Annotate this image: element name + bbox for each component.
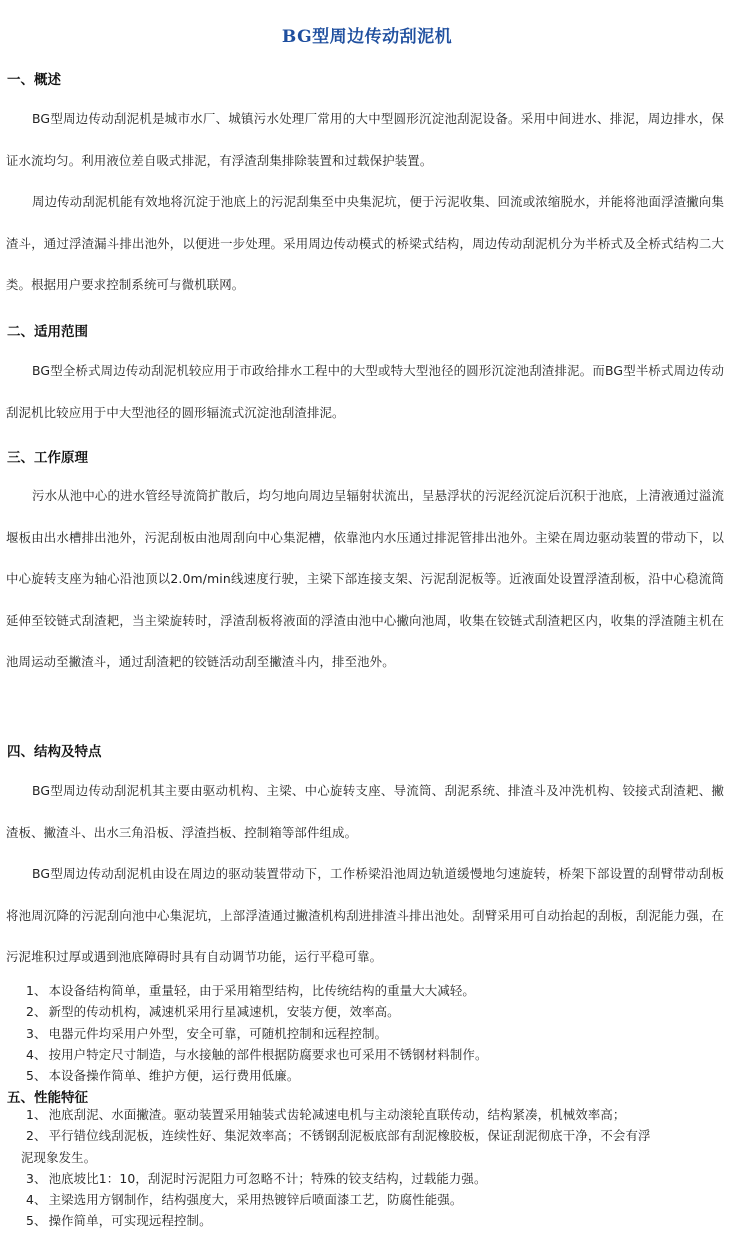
list-item: 3、 池底坡比1：10，刮泥时污泥阻力可忽略不计；特殊的铰支结构，过载能力强。 [26,1170,487,1186]
heading-scope: 二、适用范围 [7,324,88,340]
list-item: 5、 本设备操作简单、维护方便，运行费用低廉。 [26,1068,300,1084]
heading-principle: 三、工作原理 [7,450,88,466]
structure-paragraph-1: BG型周边传动刮泥机其主要由驱动机构、主梁、中心旋转支座、导流筒、刮泥系统、排渣斗及冲洗机构、铰接式刮渣耙、撇渣板、撇渣斗、出水三角沿板、浮渣挡板、控制箱等部件组成。 [6,783,724,840]
list-item: 5、 操作简单，可实现远程控制。 [26,1213,212,1229]
structure-list [6,980,724,1086]
principle-paragraph: 污水从池中心的进水管经导流筒扩散后，均匀地向周边呈辐射状流出，呈悬浮状的污泥经沉淀后沉积于池底，上清液通过溢流堰板由出水槽排出池外，污泥刮板由池周刮向中心集泥槽，依靠池内水压通过排泥管排出池外。主梁在周边驱动装置的带动下，以中心旋转支座为轴心沿池顶以2.0m/min线速度行驶，主梁下部连接支架、污泥刮泥板等。近液面处设置浮渣刮板，沿中心稳流筒延伸至铰链式刮渣耙，当主梁旋转时，浮渣刮板将液面的浮渣由池中心撇向池周，收集在铰链式刮渣耙区内，收集的浮渣随主机在池周运动至撇渣斗，通过刮渣耙的铰链活动刮至撇渣斗内，排至池外。 [6,488,724,669]
heading-structure: 四、结构及特点 [7,744,102,760]
features-list [6,1104,724,1232]
overview-paragraph-1: BG型周边传动刮泥机是城市水厂、城镇污水处理厂常用的大中型圆形沉淀池刮泥设备。采用中间进水、排泥，周边排水，保证水流均匀。利用液位差自吸式排泥，有浮渣刮集排除装置和过载保护装置。 [6,111,724,168]
page-title: BG型周边传动刮泥机 [281,27,453,47]
list-item: 1、 池底刮泥、水面撇渣。驱动装置采用轴装式齿轮减速电机与主动滚轮直联传动，结构紧凑，机械效率高； [26,1107,626,1122]
list-item: 4、 按用户特定尺寸制造，与水接触的部件根据防腐要求也可采用不锈钢材料制作。 [26,1046,488,1062]
heading-features: 五、性能特征 [7,1090,88,1106]
overview-paragraph-2: 周边传动刮泥机能有效地将沉淀于池底上的污泥刮集至中央集泥坑，便于污泥收集、回流或浓缩脱水，并能将池面浮渣撇向集渣斗，通过浮渣漏斗排出池外，以便进一步处理。采用周边传动模式的桥梁式结构，周边传动刮泥机分为半桥式及全桥式结构二大类。根据用户要求控制系统可与微机联网。 [6,194,724,292]
scope-paragraph: BG型全桥式周边传动刮泥机较应用于市政给排水工程中的大型或特大型池径的圆形沉淀池刮渣排泥。而BG型半桥式周边传动刮泥机比较应用于中大型池径的圆形辐流式沉淀池刮渣排泥。 [6,363,724,420]
list-item: 2、 新型的传动机构，减速机采用行星减速机，安装方便，效率高。 [26,1004,400,1020]
structure-paragraph-2: BG型周边传动刮泥机由设在周边的驱动装置带动下，工作桥梁沿池周边轨道缓慢地匀速旋转，桥架下部设置的刮臂带动刮板将池周沉降的污泥刮向池中心集泥坑，上部浮渣通过撇渣机构刮进排渣斗排出池处。刮臂采用可自动抬起的刮板，刮泥能力强，在污泥堆积过厚或遇到池底障碍时具有自动调节功能，运行平稳可靠。 [6,866,724,964]
list-item: 2、 平行错位线刮泥板，连续性好、集泥效率高；不锈钢刮泥板底部有刮泥橡胶板，保证刮泥彻底干净，不会有浮 泥现象发生。 [21,1128,651,1165]
list-item: 3、 电器元件均采用户外型，安全可靠，可随机控制和远程控制。 [26,1025,388,1041]
list-item: 1、 本设备结构简单，重量轻，由于采用箱型结构，比传统结构的重量大大减轻。 [26,983,475,998]
list-item: 4、 主梁选用方钢制作，结构强度大，采用热镀锌后喷面漆工艺，防腐性能强。 [26,1192,463,1208]
heading-overview: 一、概述 [7,72,61,88]
